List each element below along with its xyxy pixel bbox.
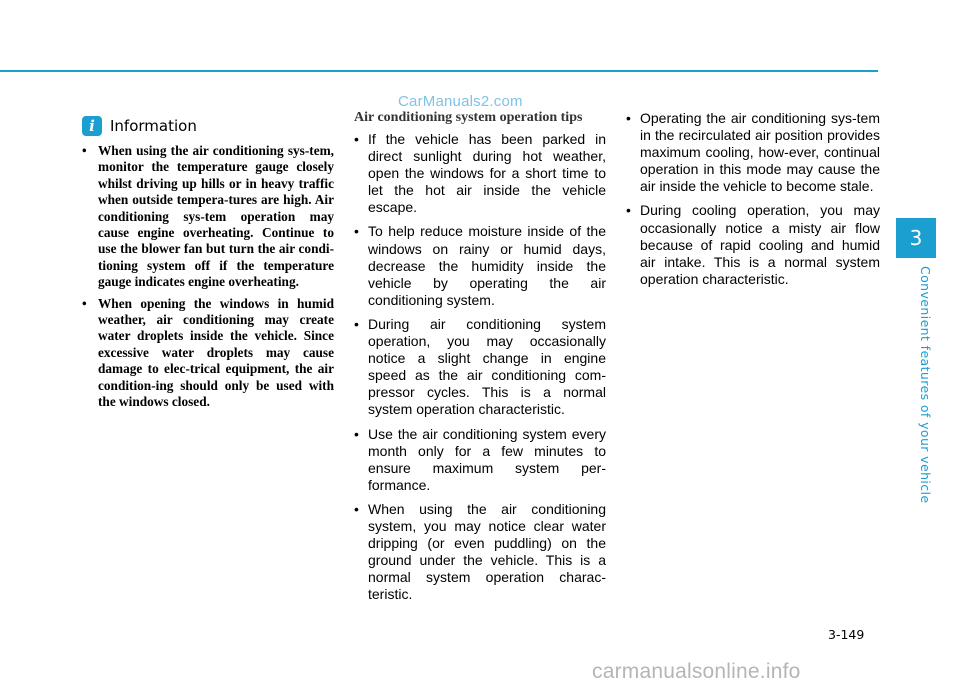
information-list (82, 143, 334, 411)
watermark-bottom: carmanualsonline.info (592, 660, 801, 683)
chapter-title: Convenient features of your vehicle (918, 266, 933, 504)
tip-item: • Operating the air conditioning sys-tem in the recirculated air position provides maximum cooling, how-ever, continual operation in this mode may cause the air inside the vehicle to become stale. (626, 110, 880, 195)
tips-column (354, 110, 606, 610)
tip-item: • If the vehicle has been parked in direct sunlight during hot weather, open the windows for a short time to let the hot air inside the vehicle escape. (354, 131, 606, 216)
tips-continued-column (626, 110, 880, 295)
tip-item: • During cooling operation, you may occasionally notice a misty air flow because of rapid cooling and humid air intake. This is a normal system operation characteristic. (626, 202, 880, 287)
chapter-number-tab: 3 (896, 218, 936, 258)
information-header (82, 114, 334, 138)
info-icon: i (82, 116, 102, 136)
tip-item: • During air conditioning system operation, you may occasionally notice a slight change in engine speed as the air conditioning com-pressor cycles. This is a normal system operation characteristic. (354, 316, 606, 419)
tips-continued-list (626, 110, 880, 288)
tip-item: • Use the air conditioning system every month only for a few minutes to ensure maximum system per-formance. (354, 426, 606, 494)
information-item: • When opening the windows in humid weather, air conditioning may create water droplets inside the vehicle. Since excessive water droplets may cause damage to elec-trical equipment, the air condition-ing should only be used with the windows closed. (82, 296, 334, 411)
tips-heading: Air conditioning system operation tips (354, 110, 583, 125)
tip-item: • To help reduce moisture inside of the windows on rainy or humid days, decrease the humidity inside the vehicle by operating the air conditioning system. (354, 223, 606, 308)
information-item: • When using the air conditioning sys-tem, monitor the temperature gauge closely whilst driving up hills or in heavy traffic when outside tempera-tures are high. Air conditioning sys-tem operation may cause engine overheating. Continue to use the blower fan but turn the air condi-tioning system off if the temperature gauge indicates engine overheating. (82, 143, 334, 291)
header-rule (0, 70, 878, 72)
tip-item: • When using the air conditioning system, you may notice clear water dripping (or even puddling) on the ground under the vehicle. This is a normal system operation charac-teristic. (354, 501, 606, 604)
watermark-top: CarManuals2.com (398, 93, 523, 110)
information-title: Information (110, 117, 197, 135)
tips-list (354, 131, 606, 603)
information-column (82, 114, 334, 416)
page-number: 3-149 (828, 627, 865, 642)
